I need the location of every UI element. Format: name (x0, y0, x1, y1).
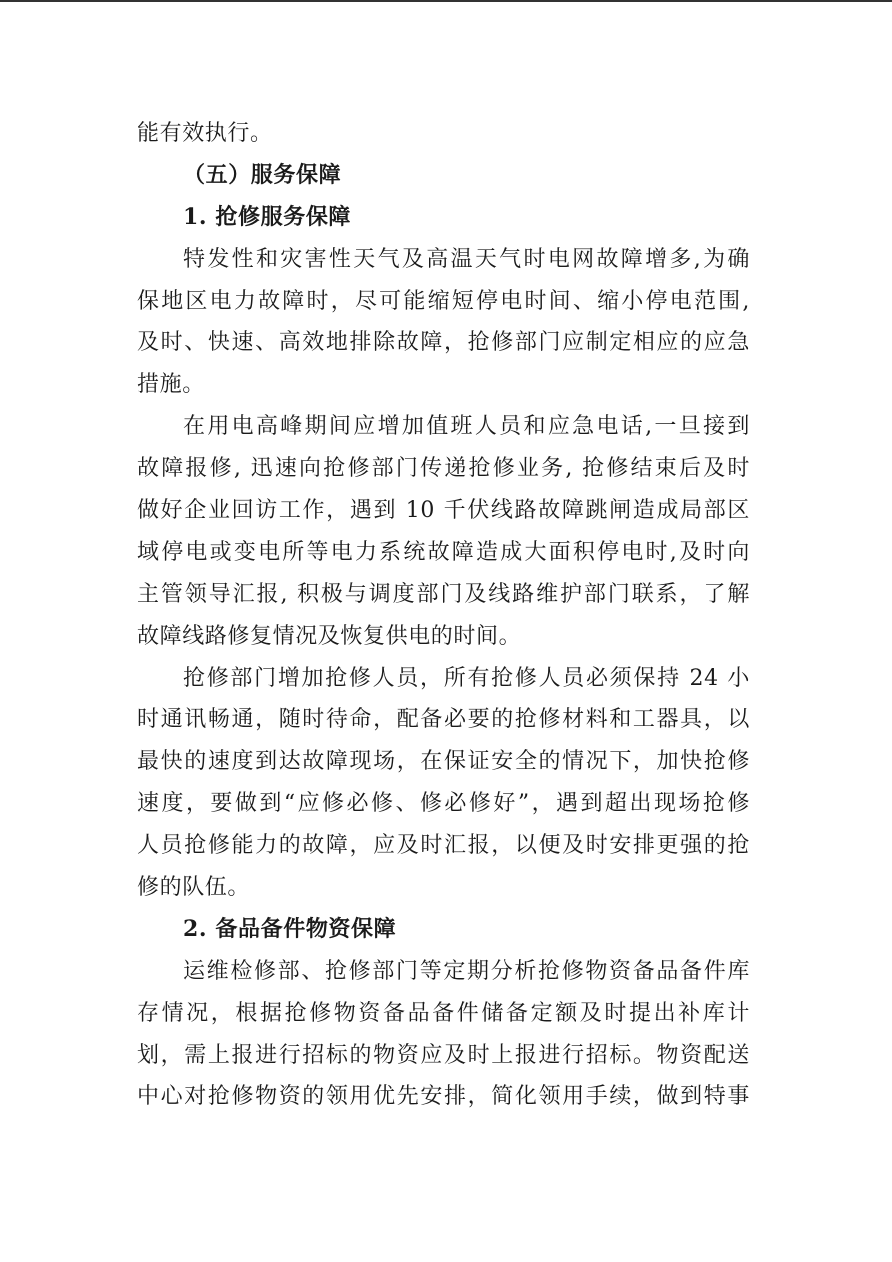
text-line: 中心对抢修物资的领用优先安排，简化领用手续，做到特事 (137, 1084, 750, 1110)
text-line: 保地区电力故障时，尽可能缩短停电时间、缩小停电范围, (137, 288, 750, 314)
text-line: 主管领导汇报, 积极与调度部门及线路维护部门联系，了解 (137, 581, 750, 607)
text-line: 修的队伍。 (137, 875, 251, 901)
text-line: 划，需上报进行招标的物资应及时上报进行招标。物资配送 (137, 1042, 750, 1068)
text-line: 能有效执行。 (137, 121, 273, 146)
text-line: 时通讯畅通，随时待命，配备必要的抢修材料和工器具，以 (137, 707, 750, 733)
text-line: 人员抢修能力的故障，应及时汇报，以便及时安排更强的抢 (137, 833, 750, 859)
text-line: 抢修部门增加抢修人员，所有抢修人员必须保持 24 小 (183, 665, 750, 691)
text-line: 速度，要做到“应修必修、修必修好”，遇到超出现场抢修 (137, 791, 750, 817)
text-line: 特发性和灾害性天气及高温天气时电网故障增多,为确 (183, 246, 750, 272)
text-line: 在用电高峰期间应增加值班人员和应急电话,一旦接到 (183, 414, 750, 440)
text-line: 最快的速度到达故障现场，在保证安全的情况下，加快抢修 (137, 749, 750, 775)
document-body (137, 113, 750, 1118)
text-line: 故障线路修复情况及恢复供电的时间。 (137, 623, 522, 649)
text-line: 做好企业回访工作，遇到 10 千伏线路故障跳闸造成局部区 (137, 498, 750, 524)
text-line: 域停电或变电所等电力系统故障造成大面积停电时,及时向 (137, 539, 750, 565)
text-line: 措施。 (137, 372, 205, 398)
text-line: 及时、快速、高效地排除故障，抢修部门应制定相应的应急 (137, 330, 750, 356)
section-heading: （五）服务保障 (183, 161, 342, 188)
subsection-heading: 1. 抢修服务保障 (183, 203, 352, 230)
subsection-heading: 2. 备品备件物资保障 (183, 915, 397, 942)
text-line: 运维检修部、抢修部门等定期分析抢修物资备品备件库 (183, 958, 750, 984)
text-line: 故障报修, 迅速向抢修部门传递抢修业务, 抢修结束后及时 (137, 456, 750, 482)
top-border-rule (0, 0, 892, 2)
text-line: 存情况，根据抢修物资备品备件储备定额及时提出补库计 (137, 1000, 750, 1026)
